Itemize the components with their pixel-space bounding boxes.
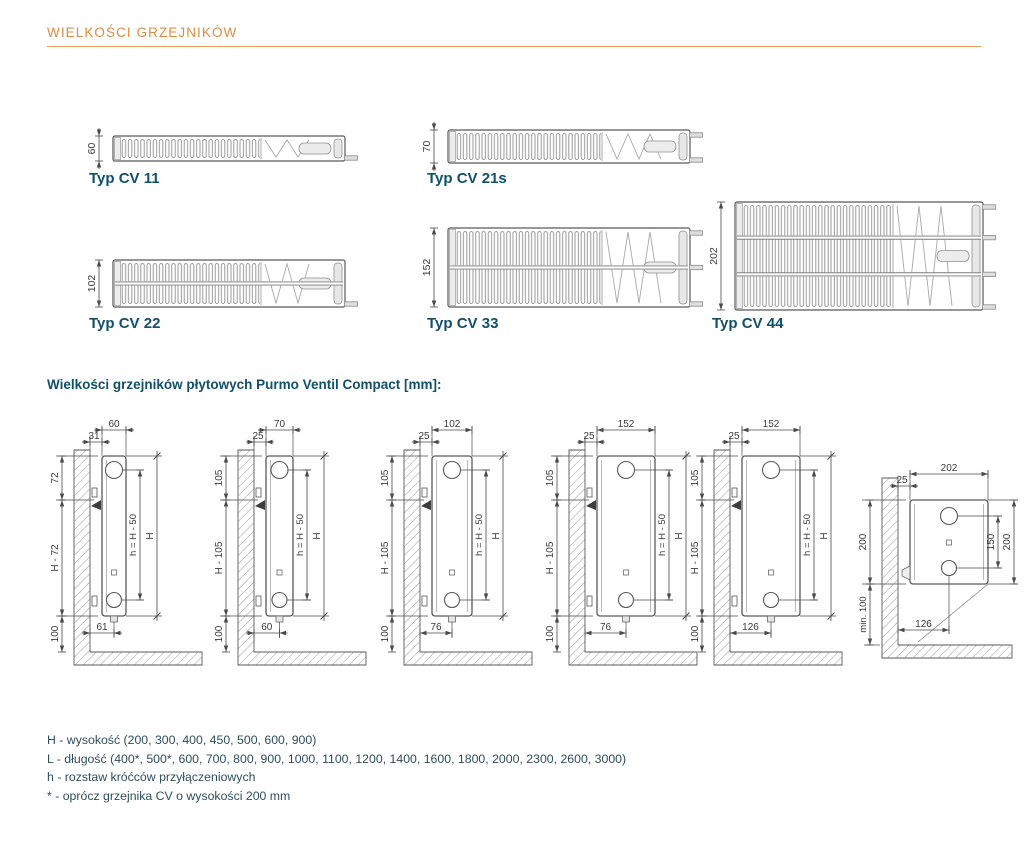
installation-diagram-cv22: [378, 420, 546, 680]
svg-text:200: 200: [858, 533, 869, 551]
legend-line-height: H - wysokość (200, 300, 400, 450, 500, 600, 900): [47, 733, 317, 747]
installation-diagram-cv44: [688, 420, 856, 680]
page-title: WIELKOŚCI GRZEJNIKÓW: [47, 25, 238, 40]
svg-text:76: 76: [430, 622, 442, 633]
svg-text:76: 76: [599, 622, 612, 633]
svg-text:105: 105: [380, 469, 391, 487]
legend-line-length: L - długość (400*, 500*, 600, 700, 800, 900, 1000, 1100, 1200, 1400, 1600, 1800, 2000, 2300, 2600, 3000): [47, 751, 627, 766]
svg-text:25: 25: [418, 431, 430, 442]
svg-text:102: 102: [86, 274, 98, 293]
svg-text:h = H - 50: h = H - 50: [128, 514, 139, 556]
svg-text:72: 72: [50, 472, 61, 484]
svg-text:100: 100: [214, 625, 225, 643]
svg-text:25: 25: [728, 431, 740, 442]
svg-text:25: 25: [583, 431, 595, 442]
svg-text:150: 150: [986, 533, 997, 551]
legend-line-spacing: h - rozstaw króćców przyłączeniowych: [47, 770, 256, 784]
svg-text:31: 31: [88, 431, 100, 442]
svg-text:H - 105: H - 105: [214, 541, 225, 575]
svg-text:152: 152: [421, 258, 433, 277]
svg-text:h = H - 50: h = H - 50: [657, 514, 668, 556]
svg-text:H: H: [491, 532, 502, 540]
svg-text:100: 100: [50, 625, 61, 643]
svg-text:105: 105: [545, 469, 556, 487]
svg-text:H: H: [312, 532, 323, 540]
svg-text:H: H: [145, 532, 156, 540]
section-title: Wielkości grzejników płytowych Purmo Ventil Compact [mm]:: [47, 377, 442, 392]
svg-text:h = H - 50: h = H - 50: [295, 514, 306, 556]
installation-diagram-corner-200mm: [854, 462, 1026, 702]
radiator-top-view-cv22: [83, 248, 363, 319]
installation-diagram-cv21s: [212, 420, 380, 680]
legend-line-footnote: * - oprócz grzejnika CV o wysokości 200 mm: [47, 788, 291, 803]
svg-text:25: 25: [252, 431, 264, 442]
svg-text:H - 105: H - 105: [690, 541, 701, 575]
svg-text:60: 60: [86, 142, 98, 155]
svg-text:H: H: [819, 532, 830, 540]
svg-text:202: 202: [940, 463, 958, 474]
svg-text:61: 61: [96, 622, 108, 633]
svg-text:102: 102: [443, 420, 461, 430]
radiator-type-label-cv44: Typ CV 44: [712, 315, 784, 332]
svg-text:126: 126: [915, 619, 932, 630]
svg-text:100: 100: [545, 625, 556, 643]
radiator-type-label-cv22: Typ CV 22: [89, 315, 161, 332]
svg-text:H: H: [674, 532, 685, 540]
svg-text:126: 126: [742, 622, 759, 633]
svg-text:min. 100: min. 100: [858, 596, 869, 633]
svg-text:202: 202: [708, 247, 720, 265]
svg-text:100: 100: [690, 625, 701, 643]
svg-text:h = H - 50: h = H - 50: [802, 514, 813, 556]
svg-text:70: 70: [273, 420, 286, 430]
svg-text:H - 105: H - 105: [545, 541, 556, 575]
radiator-top-view-cv33: [418, 216, 708, 319]
radiator-top-view-cv11: [83, 124, 363, 173]
svg-text:25: 25: [896, 475, 908, 486]
svg-text:70: 70: [421, 140, 433, 153]
svg-text:105: 105: [214, 469, 225, 487]
svg-text:H - 72: H - 72: [50, 544, 61, 572]
header-divider: [47, 46, 981, 47]
installation-diagram-cv11: [48, 420, 216, 680]
svg-text:105: 105: [690, 469, 701, 487]
radiator-top-view-cv21s: [418, 118, 708, 175]
radiator-type-label-cv11: Typ CV 11: [89, 170, 160, 187]
radiator-type-label-cv33: Typ CV 33: [427, 315, 499, 332]
svg-text:152: 152: [617, 420, 635, 430]
svg-text:152: 152: [762, 420, 780, 430]
svg-text:100: 100: [380, 625, 391, 643]
svg-text:200: 200: [1002, 533, 1013, 551]
radiator-top-view-cv44: [705, 190, 1001, 322]
svg-text:h = H - 50: h = H - 50: [474, 514, 485, 556]
svg-text:H - 105: H - 105: [380, 541, 391, 575]
legend: [47, 731, 626, 805]
svg-text:60: 60: [108, 420, 120, 430]
radiator-type-label-cv21s: Typ CV 21s: [427, 170, 507, 187]
svg-text:60: 60: [261, 622, 273, 633]
installation-diagram-cv33: [543, 420, 711, 680]
